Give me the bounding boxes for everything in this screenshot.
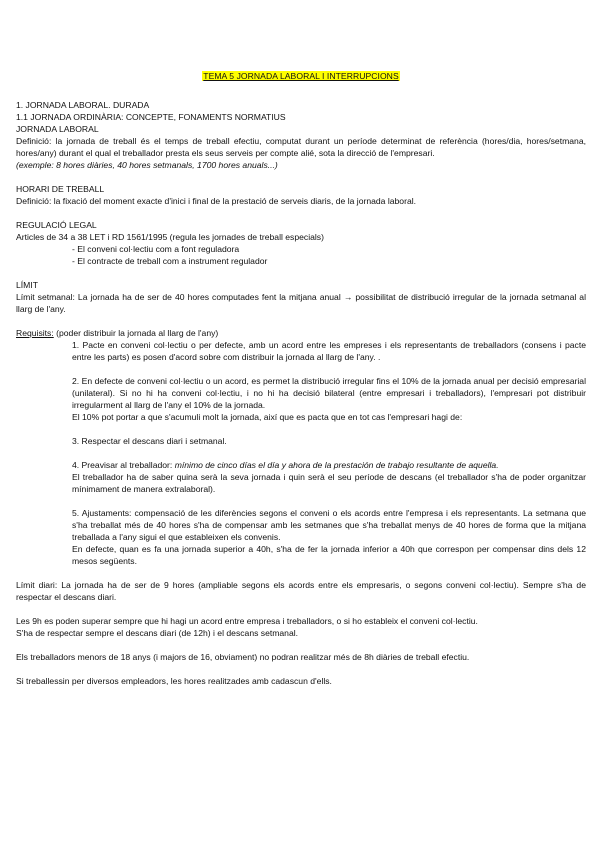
requisit-4-lead: 4. Preavisar al treballador: bbox=[72, 460, 175, 470]
requisits-block bbox=[16, 327, 586, 567]
diari-menors: Els treballadors menors de 18 anys (i majors de 16, obviament) no podran realitzar més de 8h diàries de treball efectiu. bbox=[16, 652, 470, 662]
subheading-jornada: JORNADA LABORAL bbox=[16, 124, 99, 134]
requisits-label: Requisits: bbox=[16, 328, 54, 338]
jornada-example: (exemple: 8 hores diàries, 40 hores setmanals, 1700 hores anuals...) bbox=[16, 160, 278, 170]
document-title: TEMA 5 JORNADA LABORAL I INTERRUPCIONS bbox=[203, 71, 399, 81]
regulacio-articles: Articles de 34 a 38 LET i RD 1561/1995 (regula les jornades de treball especials) bbox=[16, 232, 324, 242]
diari-block bbox=[16, 579, 586, 687]
regulacio-item: - El conveni col·lectiu com a font reguladora bbox=[72, 244, 240, 254]
limit-block bbox=[16, 279, 586, 315]
requisit-4-note: El treballador ha de saber quina serà la seva jornada i quin serà el seu període de descans (el treballador s'ha de poder organitzar mínimament de manera extralaboral). bbox=[72, 472, 586, 494]
requisit-5-note: En defecte, quan es fa una jornada superior a 40h, s'ha de fer la jornada inferior a 40h que correspon per compensar dins dels 12 mesos següents. bbox=[72, 544, 586, 566]
diari-empleadors: Si treballessin per diversos empleadors, les hores realitzades amb cadascun d'ells. bbox=[16, 676, 332, 686]
requisit-3: 3. Respectar el descans diari i setmanal. bbox=[72, 436, 227, 446]
horari-definition: Definició: la fixació del moment exacte d'inici i final de la prestació de serveis diaris, de la jornada laboral. bbox=[16, 196, 417, 206]
limit-diari: Límit diari: La jornada ha de ser de 9 hores (ampliable segons els acords entre els empresaris, o segons conveni col·lectiu). Sempre s'ha de respectar el descans diari. bbox=[16, 580, 586, 602]
requisit-2-note: El 10% pot portar a que s'acumuli molt la jornada, així que es pacta que en tot cas l'empresari hagi de: bbox=[72, 412, 463, 422]
jornada-definition: Definició: la jornada de treball és el temps de treball efectiu, computat durant un període determinat de referència (hores/dia, hores/setmana, hores/any) durant el qual el treballador presta els seus serveis per compte alié, sota la direcció de l'empresari. bbox=[16, 136, 586, 158]
requisit-4 bbox=[16, 459, 586, 471]
requisits-label-rest: (poder distribuir la jornada al llarg de l'any) bbox=[53, 328, 219, 338]
subsection-heading: 1.1 JORNADA ORDINÀRIA: CONCEPTE, FONAMENTS NORMATIUS bbox=[16, 112, 286, 122]
requisit-2: 2. En defecte de conveni col·lectiu o un acord, es permet la distribució irregular fins el 10% de la jornada anual per decisió empresarial (unilateral). Si no hi ha conveni col·lectiu, i no hi ha decisió bilateral (entre empresari i treballadors), l'empresari pot distribuir irregularment al llarg de l'any el 10% de la jornada. bbox=[72, 376, 586, 410]
regulacio-block bbox=[16, 219, 586, 267]
requisit-1: 1. Pacte en conveni col·lectiu o per defecte, amb un acord entre les empreses i els representants de treballadors (consens i pacte entre les parts) es posen d'acord sobre com distribuir la jornada al llarg de l'any. . bbox=[72, 340, 586, 362]
horari-block bbox=[16, 183, 586, 207]
regulacio-heading: REGULACIÓ LEGAL bbox=[16, 220, 97, 230]
diari-excepcio: Les 9h es poden superar sempre que hi hagi un acord entre empresa i treballadors, o si ho estableix el conveni col·lectiu. bbox=[16, 616, 478, 626]
regulacio-item: - El contracte de treball com a instrument regulador bbox=[72, 256, 268, 266]
limit-heading: LÍMIT bbox=[16, 280, 38, 290]
diari-descans: S'ha de respectar sempre el descans diari (de 12h) i el descans setmanal. bbox=[16, 628, 299, 638]
requisits-line bbox=[16, 327, 586, 339]
requisit-5: 5. Ajustaments: compensació de les diferències segons el conveni o els acords entre l'empresa i els representants. La setmana que s'ha treballat més de 40 hores s'ha de compensar amb les setmanes que s'ha treballat menys de 40 hores de forma que la mitjana treballada a l'any sigui el que estableixen els convenis. bbox=[72, 508, 586, 542]
document-page bbox=[16, 70, 586, 687]
title-wrapper bbox=[16, 70, 586, 82]
requisit-4-italic: mínimo de cinco días el día y ahora de la prestación de trabajo resultante de aquella. bbox=[174, 460, 499, 470]
limit-setmanal: Límit setmanal: La jornada ha de ser de 40 hores computades fent la mitjana anual → possibilitat de distribució irregular de la jornada setmanal al llarg de l'any. bbox=[16, 292, 586, 314]
section-heading: 1. JORNADA LABORAL. DURADA bbox=[16, 100, 150, 110]
horari-heading: HORARI DE TREBALL bbox=[16, 184, 105, 194]
